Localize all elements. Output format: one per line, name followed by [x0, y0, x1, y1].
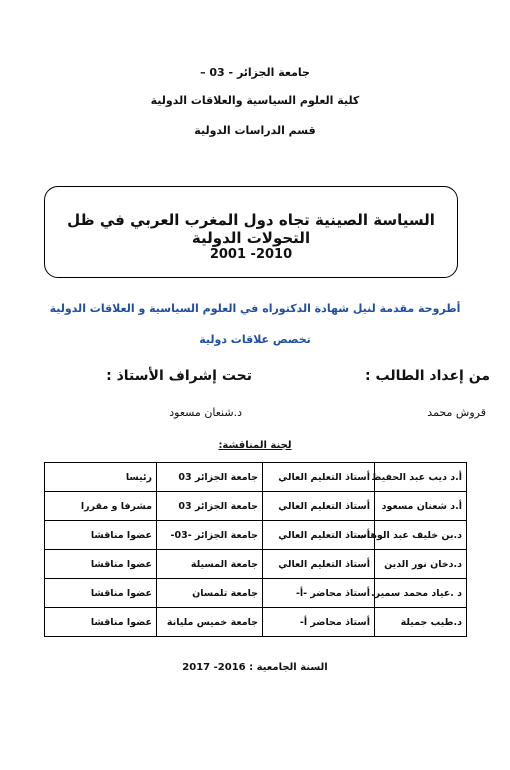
supervisor-name: د.شنعان مسعود — [169, 406, 242, 419]
table-row — [45, 579, 467, 608]
thesis-period: 2001 -2010 — [209, 247, 293, 262]
member-rank: أستاذ التعليم العالي — [263, 550, 375, 579]
member-name: أ.د ديب عبد الحفيظ — [375, 463, 467, 492]
member-institution: جامعة المسيلة — [157, 550, 263, 579]
member-name: د.دخان نور الدين — [375, 550, 467, 579]
committee-table — [44, 462, 467, 637]
table-row — [45, 521, 467, 550]
member-rank: أستاذ التعليم العالي — [263, 463, 375, 492]
table-row — [45, 492, 467, 521]
student-label: من إعداد الطالب : — [365, 368, 490, 384]
member-institution: جامعة تلمسان — [157, 579, 263, 608]
member-name: د .عياد محمد سمير. — [375, 579, 467, 608]
member-rank: أستاذ التعليم العالي — [263, 521, 375, 550]
member-institution: جامعة خميس مليانة — [157, 608, 263, 637]
table-row — [45, 550, 467, 579]
member-institution: جامعة الجزائر 03 — [157, 463, 263, 492]
member-role: عضوا مناقشا — [45, 521, 157, 550]
specialization: تخصص علاقات دولية — [199, 333, 311, 346]
table-row — [45, 608, 467, 637]
student-name: قروش محمد — [427, 406, 486, 419]
university-name: جامعة الجزائر - 03 – — [200, 66, 310, 79]
member-role: عضوا مناقشا — [45, 608, 157, 637]
member-rank: أستاذ محاضر -أ- — [263, 579, 375, 608]
thesis-title-box — [44, 186, 458, 278]
committee-title: لجنة المناقشة: — [218, 440, 292, 451]
academic-year: السنة الجامعية : 2016- 2017 — [182, 662, 328, 673]
member-name: د.بن خليف عبد الوهاب — [375, 521, 467, 550]
thesis-title: السياسة الصينية تجاه دول المغرب العربي في ظل التحولات الدولية — [67, 211, 435, 247]
member-institution: جامعة الجزائر -03- — [157, 521, 263, 550]
member-rank: أستاذ التعليم العالي — [263, 492, 375, 521]
thesis-note: أطروحة مقدمة لنيل شهادة الدكتوراه في العلوم السياسية و العلاقات الدولية — [49, 302, 461, 315]
member-name: أ.د شعنان مسعود — [375, 492, 467, 521]
faculty-name: كلية العلوم السياسية والعلاقات الدولية — [150, 94, 360, 107]
member-role: رئيسا — [45, 463, 157, 492]
member-name: د.طيب جميلة — [375, 608, 467, 637]
member-rank: أستاذ محاضر أ- — [263, 608, 375, 637]
member-role: عضوا مناقشا — [45, 579, 157, 608]
department-name: قسم الدراسات الدولية — [194, 124, 316, 137]
supervisor-label: تحت إشراف الأستاذ : — [106, 368, 252, 384]
member-institution: جامعة الجزائر 03 — [157, 492, 263, 521]
member-role: عضوا مناقشا — [45, 550, 157, 579]
table-row — [45, 463, 467, 492]
member-role: مشرفا و مقررا — [45, 492, 157, 521]
